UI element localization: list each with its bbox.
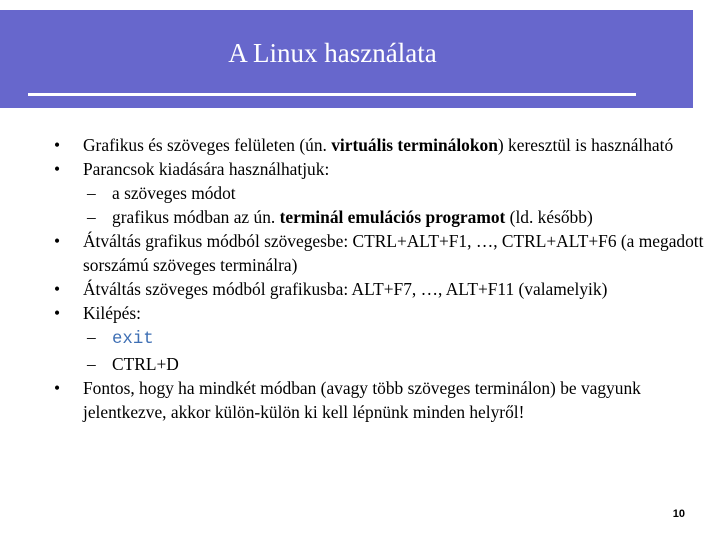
bullet-item-interfaces (54, 133, 704, 157)
bullet-item-switch-to-text (54, 229, 704, 277)
sub-marker: – (87, 354, 96, 374)
bullet-text: Átváltás szöveges módból grafikusba: ALT+F7, …, ALT+F11 (valamelyik) (83, 279, 608, 299)
sub-item-terminal-emulator (54, 205, 704, 229)
sub-text: (ld. később) (505, 207, 593, 227)
sub-marker: – (87, 183, 96, 203)
bullet-item-commands (54, 157, 704, 181)
title-bar-gap (693, 10, 720, 108)
bullet-item-important (54, 376, 704, 424)
page-number: 10 (672, 508, 685, 520)
bullet-text: Grafikus és szöveges felületen (ún. (83, 135, 332, 155)
bullet-text: Parancsok kiadására használhatjuk: (83, 159, 330, 179)
bullet-bold-text: virtuális terminálokon (331, 135, 498, 155)
sub-bold-text: terminál emulációs programot (279, 207, 506, 227)
bullet-marker: • (54, 303, 61, 323)
sub-code-text: exit (112, 330, 154, 349)
bullet-text: Átváltás grafikus módból szövegesbe: CTRL+ALT+F1, …, CTRL+ALT+F6 (a megadott sorszámú szöveges terminálra) (83, 231, 704, 275)
bullet-text: Kilépés: (83, 303, 141, 323)
sub-text: a szöveges módot (112, 183, 236, 203)
sub-item-text-mode (54, 181, 704, 205)
sub-marker: – (87, 327, 96, 347)
sub-item-ctrl-d (54, 352, 704, 376)
bullet-text: Fontos, hogy ha mindkét módban (avagy több szöveges terminálon) be vagyunk jelentkezve, akkor külön-külön ki kell lépnünk minden helyről! (83, 378, 641, 422)
bullet-item-logout (54, 301, 704, 325)
sub-text: CTRL+D (112, 354, 179, 374)
sub-marker: – (87, 207, 96, 227)
bullet-marker: • (54, 135, 61, 155)
bullet-marker: • (54, 279, 61, 299)
title-underline (28, 93, 636, 96)
bullet-marker: • (54, 231, 61, 251)
slide-content (54, 133, 704, 424)
bullet-item-switch-to-graphic (54, 277, 704, 301)
sub-item-exit (54, 325, 704, 352)
bullet-marker: • (54, 159, 61, 179)
sub-text: grafikus módban az ún. (112, 207, 280, 227)
bullet-marker: • (54, 378, 61, 398)
slide-title: A Linux használata (228, 38, 437, 68)
bullet-text: ) keresztül is használható (497, 135, 674, 155)
